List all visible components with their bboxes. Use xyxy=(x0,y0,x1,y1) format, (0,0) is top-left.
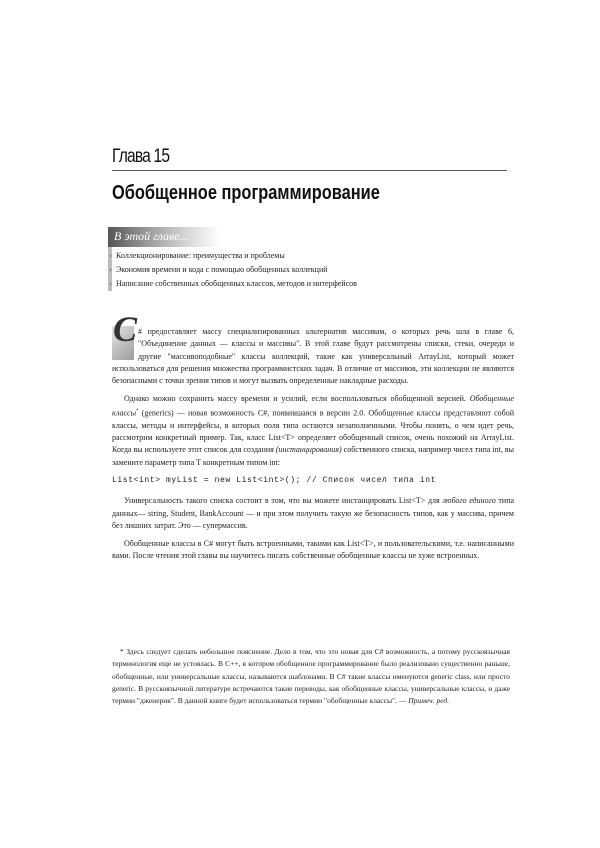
term-instancing: (инстанцирования) xyxy=(275,445,342,455)
emphasis: любого единого xyxy=(442,496,496,506)
chapter-title: Обобщенное программирование xyxy=(112,182,380,204)
intro-item: › Коллекционирование: преимущества и проблемы xyxy=(108,249,357,263)
body-text xyxy=(112,309,515,569)
chapter-intro-box xyxy=(108,227,508,291)
dropcap-letter: С xyxy=(113,309,138,349)
bullet-icon: › xyxy=(109,279,112,288)
footnote: * Здесь следует сделать небольшое пояснение. Дело в том, что это новая для C# возможность, а потому русскоязычная терминология еще не устоялась. В C++, в котором обобщенное программирование было реализовано существенно раньше, обобщенные, или универсальные классы, называются шаблонами. В C# такие классы именуются generic class, или просто generic. В русскоязычной литературе встречаются такие переводы, как обобщенные классы, универсальные классы, и даже термин "дженерик". В данной книге будет использоваться термин "обобщенные классы". — Примеч. ред. xyxy=(112,647,510,706)
bullet-icon: › xyxy=(109,265,112,274)
chapter-label: Глава 15 xyxy=(112,146,170,167)
intro-item: › Экономия времени и кода с помощью обобщенных коллекций xyxy=(108,263,357,277)
paragraph-1: С # предоставляет массу специализированных альтернатив массивам, о которых речь шла в главе 6, "Объединение данных — классы и массивы". В этой главе будут рассмотрены списки, стеки, очереди и другие "массивоподобные" классы коллекций, такие как универсальный ArrayList, который может использоваться для решения множества программистских задач. В отличие от массивов, эти коллекции не являются безопасными с точки зрения типов и могут вызвать определенные накладные расходы. xyxy=(112,309,514,386)
paragraph-3: Универсальность такого списка состоит в том, что вы можете инстанцировать List<T> для любого единого типа данных— string, Student, BankAccount — и при этом получить такую же безопасность типов, как у массива, причем без лишних затрат. Это — супермассив. xyxy=(112,496,515,530)
chapter-rule xyxy=(112,170,507,171)
paragraph-2: Однако можно сохранить массу времени и усилий, если воспользоваться обобщенной версией. Обобщенные классы* (generics) — новая возможность C#, появившаяся в версии 2.0. Обобщенные классы представляют собой классы, методы и интерфейсы, в которых поля типа остаются незаполненными. Чтобы понять, о чем идет речь, рассмотрим конкретный пример. Так, класс List<T> определяет обобщенный список, очень похожий на ArrayList. Когда вы используете этот список для создания (инстанцирования) собственного списка, например чисел типа int, вы замените параметр типа T конкретным типом int: xyxy=(112,394,515,467)
dropcap-box xyxy=(112,309,138,360)
intro-item: › Написание собственных обобщенных классов, методов и интерфейсов xyxy=(108,277,357,291)
code-line: List<int> myList = new List<int>(); // Список чисел типа int xyxy=(112,475,437,485)
intro-header: В этой главе... xyxy=(114,229,189,243)
paragraph-4: Обобщенные классы в C# могут быть встроенными, такими как List<T>, и пользовательскими, т.е. написанными вами. После чтения этой главы вы научитесь писать собственные обобщенные классы не хуже встроенных. xyxy=(112,539,514,561)
editor-note: Примеч. ред. xyxy=(408,696,450,706)
footnote-ref: * xyxy=(136,408,139,414)
intro-list xyxy=(108,249,357,291)
bullet-icon: › xyxy=(109,251,112,260)
term-generics: Обобщенные классы xyxy=(112,394,515,418)
